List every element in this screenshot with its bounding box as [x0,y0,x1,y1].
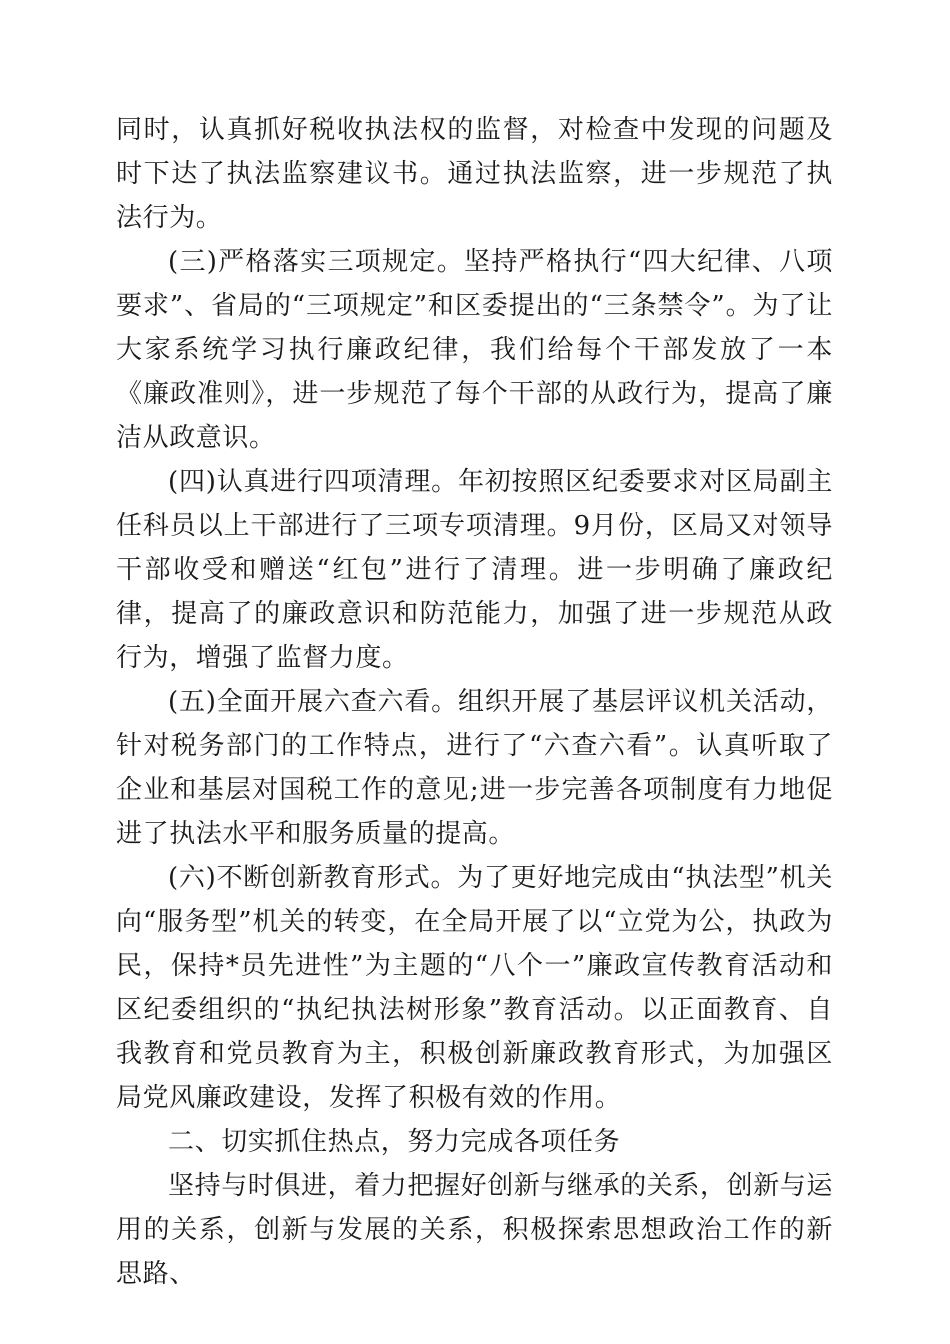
paragraph-section-5: (五)全面开展六查六看。组织开展了基层评议机关活动，针对税务部门的工作特点，进行了“六查六看”。认真听取了企业和基层对国税工作的意见;进一步完善各项制度有力地促进了执法水平和服务质量的提高。 [116,687,833,849]
paragraph-continuation: 同时，认真抓好税收执法权的监督，对检查中发现的问题及时下达了执法监察建议书。通过执法监察，进一步规范了执法行为。 [116,115,833,233]
paragraph-section-3: (三)严格落实三项规定。坚持严格执行“四大纪律、八项要求”、省局的“三项规定”和区委提出的“三条禁令”。为了让大家系统学习执行廉政纪律，我们给每个干部发放了一本《廉政准则》，进一步规范了每个干部的从政行为，提高了廉洁从政意识。 [116,247,833,453]
paragraph-section-6: (六)不断创新教育形式。为了更好地完成由“执法型”机关向“服务型”机关的转变，在全局开展了以“立党为公，执政为民，保持*员先进性”为主题的“八个一”廉政宣传教育活动和区纪委组织的“执纪执法树形象”教育活动。以正面教育、自我教育和党员教育为主，积极创新廉政教育形式，为加强区局党风廉政建设，发挥了积极有效的作用。 [116,863,833,1113]
paragraph-section-2-body: 坚持与时俱进，着力把握好创新与继承的关系，创新与运用的关系，创新与发展的关系，积极探索思想政治工作的新思路、 [116,1171,834,1289]
section-heading-2: 二、切实抓住热点，努力完成各项任务 [168,1127,621,1157]
paragraph-section-4: (四)认真进行四项清理。年初按照区纪委要求对区局副主任科员以上干部进行了三项专项清理。9月份，区局又对领导干部收受和赠送“红包”进行了清理。进一步明确了廉政纪律，提高了的廉政意识和防范能力，加强了进一步规范从政行为，增强了监督力度。 [116,467,833,673]
document-body [116,108,833,1296]
